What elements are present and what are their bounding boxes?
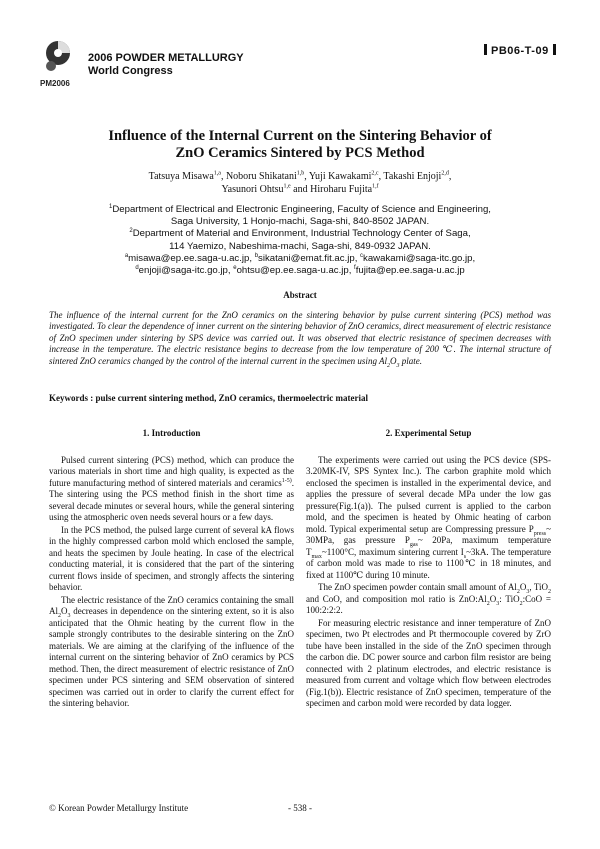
paragraph: The electric resistance of the ZnO ceramics containing the small $Al_2O_3$ decreases in dependence on the sintering extent, so it is also anticipated that the Ohmic heating by the current flow in the sample strongly contributes to the desirable sintering on the ZnO materials. We are aiming at the clarifying of the influence of the internal current on the sintering behavior of ZnO ceramics by PCS method. Then, the direct measurement of electric resistance of ZnO specimen under PCS sintering and SEM observation of sintered specimen was carried out in order to clarify the current effect for the sintering behavior. bbox=[49, 594, 294, 708]
email: enjoji@saga-itc.go.jp, bbox=[138, 265, 231, 277]
title-line2: ZnO Ceramics Sintered by PCS Method bbox=[175, 145, 425, 161]
section-heading: 2. Experimental Setup bbox=[385, 428, 472, 438]
email-line: $^a$misawa@ep.ee.saga-u.ac.jp, $^b$sikatani@emat.fit.ac.jp, $^c$kawakami@saga-itc.go.jp, bbox=[124, 252, 476, 264]
author-list: Tatsuya Misawa$^{1,a}$, Noboru Shikatani$^{1,b}$, Yuji Kawakami$^{2,c}$, Takashi Enjoji$^{2,d}$, Yasunori Ohtsu$^{1,e}$ and Hiroharu Fujita$^{1,f}$ bbox=[148, 170, 452, 195]
author: Tatsuya Misawa bbox=[148, 171, 214, 182]
abstract-text: The influence of the internal current for the ZnO ceramics on the sintering behavior by pulse current sintering (PCS) method was investigated. To clear the dependence of inner current on the sintering behavior of ZnO ceramics, direct measurement of electric resistance of ZnO specimen under sintering by SPS device was carried out. It was observed that electric resistance of specimen decreases with increase in the temperature. The electric resistance begins to decrease from the low temperature of 200 ℃. The internal structure of sintered ZnO ceramics changed by the control of the internal current in the specimen using $Al_2O_3$ plate. bbox=[49, 310, 551, 369]
section-heading: 1. Introduction bbox=[142, 428, 201, 438]
email: fujita@ep.ee.saga-u.ac.jp bbox=[355, 265, 465, 277]
abstract-heading: Abstract bbox=[283, 290, 317, 300]
paragraph: Pulsed current sintering (PCS) method, which can produce the various materials in short time and high quality, is expected as the future manufacturing method of sintered materials and ceramics$^{1-5)}$. The sintering using the PCS method finish in the short time as several decade minutes or several hours, while the general sintering using the atmospheric oven needs several hours or a few days. bbox=[49, 454, 294, 522]
affiliations: $^1$Department of Electrical and Electronic Engineering, Faculty of Science and Engineering, Saga University, 1 Honjo-machi, Saga-shi, 840-8502 JAPAN. $^2$Department of Material and Environment, Industrial Technology Center of Saga, 114 Yaemizo, Nabeshima-machi, Saga-shi, 849-0932 JAPAN. $^a$misawa@ep.ee.saga-u.ac.jp, $^b$sikatani@emat.fit.ac.jp, $^c$kawakami@saga-itc.go.jp, $^d$enjoji@saga-itc.go.jp, $^e$ohtsu@ep.ee.saga-u.ac.jp, $^f$fujita@ep.ee.saga-u.ac.jp bbox=[40, 204, 560, 277]
section-experimental-setup bbox=[306, 428, 551, 710]
author: Noboru Shikatani bbox=[225, 171, 297, 182]
paper-id-badge bbox=[480, 44, 560, 57]
conference-line1: 2006 POWDER METALLURGY bbox=[88, 52, 244, 64]
conference-name bbox=[88, 52, 244, 78]
copyright: © Korean Powder Metallurgy Institute bbox=[49, 803, 189, 813]
title-line1: Influence of the Internal Current on the Sintering Behavior of bbox=[108, 128, 492, 144]
paragraph: For measuring electric resistance and inner temperature of ZnO specimen, two Pt electrodes and Pt thermocouple covered by ZrO tube have been installed in the side of the ZnO specimen through the carbon die. DC power source and carbon film resistor are being connected with 2 platinum electrodes, and electric resistance is measured from current and voltage which flow between electrodes (Fig.1(b)). Electric resistance of ZnO specimen, temperature of the specimen and carbon mold were recorded by data logger. bbox=[306, 617, 551, 708]
email: kawakami@saga-itc.go.jp, bbox=[363, 252, 476, 264]
email: misawa@ep.ee.saga-u.ac.jp, bbox=[128, 252, 253, 264]
paper-title bbox=[40, 128, 560, 162]
pm2006-logo bbox=[38, 40, 78, 88]
author: Takashi Enjoji bbox=[383, 171, 442, 182]
email: sikatani@emat.fit.ac.jp, bbox=[258, 252, 358, 264]
paragraph: The experiments were carried out using the PCS device (SPS-3.20MK-IV, SPS Syntex Inc.). The carbon graphite mold which enclosed the specimen is installed in the experimental device, and applies the pressure of several decade MPa under the low gas pressure(Fig.1(a)). The pulsed current is applied to the carbon mold, and the specimen is heated by Ohmic heating of carbon mold. Typical experimental setup are Compressing pressure $P_{press}\sim$ 30MPa, gas pressure $P_{gas}\sim$ 20Pa, maximum temperature $T_{max}\sim 1100^\circ C$, maximum sintering current $I_s\sim 3kA$. The temperature of carbon mold was made to rise to 1100℃ in 18 minutes, and fixed at 1100℃ during 10 minute. bbox=[306, 454, 551, 580]
section-introduction bbox=[49, 428, 294, 710]
paragraph: The ZnO specimen powder contain small amount of $Al_2O_3$, TiO$_2$ and CoO, and composition mol ratio is $ZnO:Al_2O_3$: TiO$_2$:CoO = 100:2:2:2. bbox=[306, 582, 551, 615]
keywords: Keywords : pulse current sintering method, ZnO ceramics, thermoelectric material bbox=[49, 393, 369, 403]
author: Yasunori Ohtsu bbox=[221, 184, 284, 195]
author: Yuji Kawakami bbox=[308, 171, 372, 182]
paper-id: PB06-T-09 bbox=[491, 45, 549, 57]
paragraph: In the PCS method, the pulsed large current of several kA flows in the highly compressed carbon mold which enclosed the sample, and heats the specimen by Joule heating. In case of the electrical conducting material, it is considered that the part of the sintering current flows inside of specimen, and strongly affects the sintering behavior. bbox=[49, 524, 294, 592]
author: Hiroharu Fujita bbox=[310, 184, 373, 195]
email: ohtsu@ep.ee.saga-u.ac.jp, bbox=[236, 265, 352, 277]
email-line: $^d$enjoji@saga-itc.go.jp, $^e$ohtsu@ep.ee.saga-u.ac.jp, $^f$fujita@ep.ee.saga-u.ac.jp bbox=[135, 264, 465, 277]
page-number: - 538 - bbox=[288, 803, 312, 813]
conference-line2: World Congress bbox=[88, 65, 173, 77]
logo-text: PM2006 bbox=[40, 79, 70, 88]
